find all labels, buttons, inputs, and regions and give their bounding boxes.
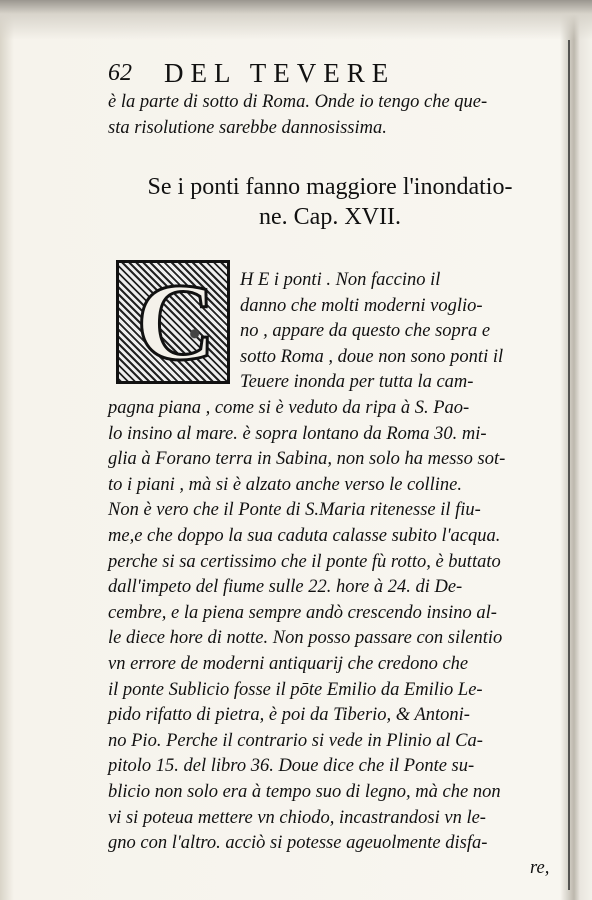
- catchword: re,: [530, 858, 550, 878]
- decorated-initial-letter: C: [136, 261, 216, 383]
- chapter-heading: [100, 172, 560, 232]
- text-line: pido rifatto di pietra, è poi da Tiberio, & Antoni-: [108, 705, 470, 726]
- text-line: H E i ponti . Non faccino il: [240, 270, 441, 290]
- running-title: DEL TEVERE: [164, 58, 396, 88]
- decorated-initial: [116, 260, 230, 384]
- text-line: gno con l'altro. acciò si potesse ageuolmente disfa-: [108, 833, 488, 854]
- text-line: vi si poteua mettere vn chiodo, incastrandosi vn le-: [108, 807, 486, 828]
- text-line: pagna piana , come si è veduto da ripa à S. Pao-: [108, 398, 470, 418]
- text-line: cembre, e la piena sempre andò crescendo insino al-: [108, 602, 497, 623]
- chapter-heading-line: Se i ponti fanno maggiore l'inondatio-: [147, 174, 513, 200]
- text-line: dall'impeto del fiume sulle 22. hore à 24. di De-: [108, 577, 463, 598]
- page-top-edge: [0, 0, 592, 40]
- text-line: me,e che doppo la sua caduta calasse subito l'acqua.: [108, 525, 501, 546]
- page-header: [108, 58, 538, 92]
- page-number: 62: [108, 60, 132, 86]
- body-text: [108, 396, 563, 857]
- text-line: Non è vero che il Ponte di S.Maria ritenesse il fiu-: [108, 500, 481, 521]
- chapter-heading-line: ne. Cap. XVII.: [259, 204, 401, 230]
- text-line: no Pio. Perche il contrario si vede in Plinio al Ca-: [108, 730, 483, 751]
- text-line: danno che molti moderni voglio-: [240, 295, 483, 316]
- opening-paragraph: [108, 90, 563, 141]
- text-line: glia à Forano terra in Sabina, non solo ha messo sot-: [108, 449, 506, 470]
- text-line: sotto Roma , doue non sono ponti il: [240, 346, 504, 367]
- text-line: vn errore de moderni antiquarij che credono che: [108, 653, 469, 674]
- text-line: il ponte Sublicio fosse il pōte Emilio da Emilio Le-: [108, 679, 483, 700]
- text-line: sta risolutione sarebbe dannosissima.: [108, 117, 387, 138]
- text-line: le diece hore di notte. Non posso passare con silentio: [108, 628, 503, 649]
- first-block: [240, 268, 570, 396]
- text-line: perche si sa certissimo che il ponte fù rotto, è buttato: [108, 551, 501, 572]
- text-line: è la parte di sotto di Roma. Onde io tengo che que-: [108, 92, 488, 112]
- text-line: blicio non solo era à tempo suo di legno, mà che non: [108, 781, 501, 802]
- text-line: no , appare da questo che sopra e: [240, 321, 491, 342]
- text-line: lo insino al mare. è sopra lontano da Roma 30. mi-: [108, 423, 487, 444]
- text-line: to i piani , mà si è alzato anche verso le colline.: [108, 474, 463, 495]
- page-gutter-line: [568, 40, 570, 890]
- text-line: pitolo 15. del libro 36. Doue dice che il Ponte su-: [108, 756, 475, 777]
- text-line: Teuere inonda per tutta la cam-: [240, 372, 474, 393]
